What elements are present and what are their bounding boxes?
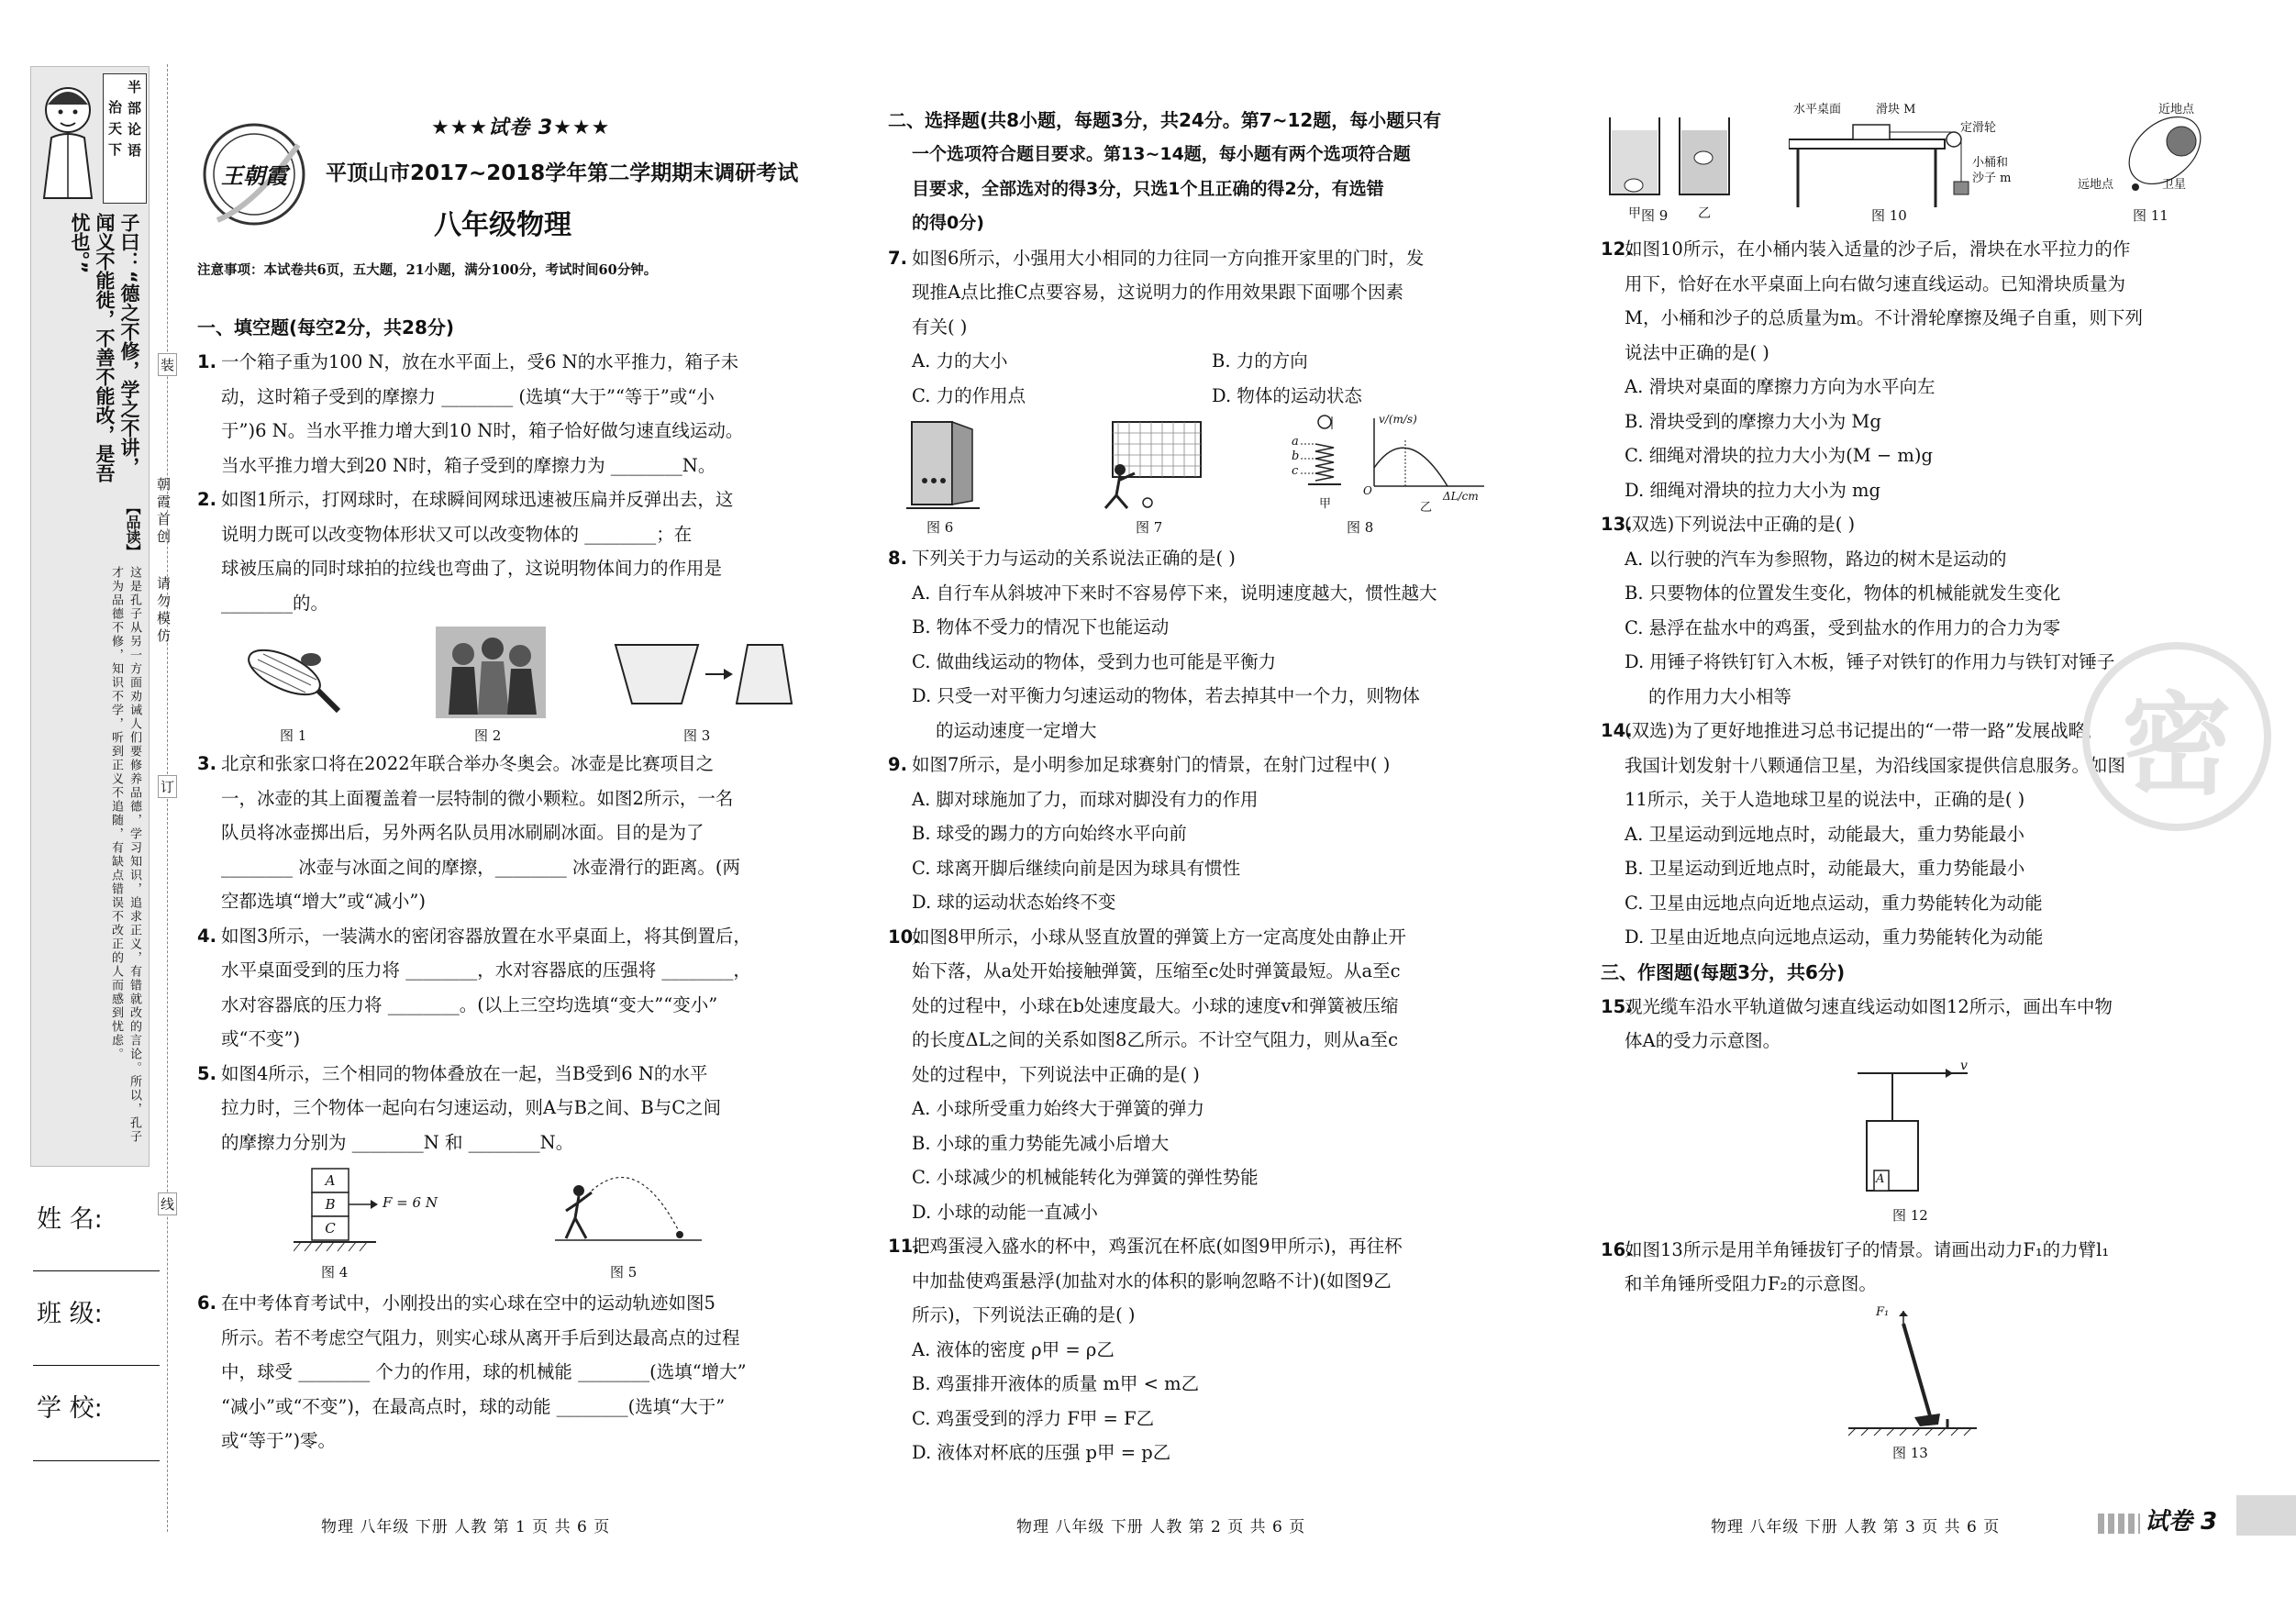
question-12-text: 如图10所示，在小桶内装入适量的沙子后，滑块在水平拉力的作	[1625, 238, 2131, 260]
brand-logo	[197, 117, 312, 232]
pindu-text: 这是孔子从另一方面劝诫人们要修养品德，学习知识，追求正义，有错就改的言论。所以，孔子才为品德不修，知识不学，听到正义不追随，有缺点错误不改正的人而感到忧虑。	[109, 566, 141, 1144]
question-8-option: 的运动速度一定增大	[936, 719, 1097, 741]
question-1-line: 动，这时箱子受到的摩擦力 ________ (选填“大于”“等于”或“小	[221, 385, 715, 407]
fig9-yi: 乙	[1698, 206, 1711, 221]
fig12-object-a: A	[1876, 1171, 1885, 1186]
page-3-questions	[1601, 232, 2261, 1467]
figure-7-caption: 图 7	[1136, 519, 1163, 536]
pindu-label: 【品读】	[124, 500, 141, 559]
cut-mark-3: 线	[158, 1192, 177, 1215]
fig4-block-labels	[312, 1169, 349, 1240]
copyright-1: 朝霞首创	[155, 477, 172, 547]
figure-3-caption: 图 3	[683, 727, 711, 744]
question-9-option[interactable]: C. 球离开脚后继续向前是因为球具有惯性	[912, 857, 1241, 879]
figure-13-hammer	[1848, 1311, 1986, 1439]
figure-7-soccer	[1094, 416, 1204, 513]
question-12-line: 说法中正确的是( )	[1625, 341, 1769, 363]
figure-3-container	[610, 636, 793, 718]
question-6	[197, 1286, 814, 1458]
question-10-line: 的长度ΔL之间的关系如图8乙所示。不计空气阻力，则从a至c	[912, 1029, 1398, 1050]
fig10-table: 水平桌面	[1793, 103, 1842, 116]
block-b-label: B	[325, 1196, 336, 1213]
question-2-line: 球被压扁的同时球拍的拉线也弯曲了，这说明物体间力的作用是	[221, 558, 723, 579]
question-7-option[interactable]: D. 物体的运动状态	[1212, 384, 1362, 406]
question-1-line: 于”)6 N。当水平推力增大到10 N时，箱子恰好做匀速直线运动。	[221, 420, 744, 441]
block-a-label: A	[325, 1172, 336, 1189]
question-12-line	[1601, 232, 2261, 267]
question-1-text: 一个箱子重为100 N，放在水平面上，受6 N的水平推力，箱子未	[221, 351, 739, 372]
question-14-option[interactable]: A. 卫星运动到远地点时，动能最大，重力势能最小	[1625, 823, 2024, 845]
question-10-option[interactable]: A. 小球所受重力始终大于弹簧的弹力	[912, 1098, 1204, 1119]
question-12-line: 用下，恰好在水平桌面上向右做匀速直线运动。已知滑块质量为	[1625, 272, 2126, 294]
figure-9-caption: 图 9	[1641, 207, 1669, 224]
question-9	[888, 748, 1512, 920]
question-2-line: 说明力既可以改变物体形状又可以改变物体的 ________；在	[221, 523, 693, 545]
page-2-footer: 物理 八年级 下册 人教 第 2 页 共 6 页	[1016, 1518, 1306, 1536]
question-10-line: 处的过程中，下列说法中正确的是( )	[912, 1063, 1200, 1085]
corner-dots	[2098, 1514, 2140, 1534]
figures-6-8	[888, 413, 1512, 541]
question-13-option[interactable]: A. 以行驶的汽车为参照物，路边的树木是运动的	[1625, 548, 2007, 570]
question-9-text: 如图7所示，是小明参加足球赛射门的情景，在射门过程中( )	[912, 754, 1391, 775]
question-1	[197, 345, 814, 482]
fig10-block: 滑块 M	[1876, 103, 1916, 116]
question-14-option[interactable]: B. 卫星运动到近地点时，动能最大，重力势能最小	[1625, 858, 2025, 879]
question-8-option[interactable]: B. 物体不受力的情况下也能运动	[912, 616, 1170, 638]
sage-quote: 子曰：“德之不修，学之不讲，闻义不能徙，不善不能改，是吾忧也。”	[69, 213, 140, 482]
figure-8-caption: 图 8	[1347, 519, 1374, 536]
question-3-text: 北京和张家口将在2022年联合举办冬奥会。冰壶是比赛项目之	[221, 753, 715, 774]
question-11-option[interactable]: B. 鸡蛋排开液体的质量 m甲 < m乙	[912, 1373, 1200, 1394]
school-field[interactable]	[33, 1460, 160, 1461]
question-9-option[interactable]: D. 球的运动状态始终不变	[912, 892, 1116, 913]
figure-5-caption: 图 5	[610, 1264, 638, 1281]
figure-1-caption: 图 1	[280, 727, 307, 744]
question-10-line: 始下落，从a处开始接触弹簧，压缩至c处时弹簧最短。从a至c	[912, 960, 1401, 981]
fig8-jia: 甲	[1319, 497, 1332, 511]
question-16-number: 16.	[1601, 1238, 1633, 1260]
secret-stamp	[2082, 642, 2271, 831]
figure-6-caption: 图 6	[926, 519, 954, 536]
question-14-line: 11所示，关于人造地球卫星的说法中，正确的是( )	[1625, 789, 2025, 810]
figure-11-caption: 图 11	[2133, 207, 2168, 224]
question-16-line	[1601, 1233, 2261, 1268]
pindu-box	[37, 500, 143, 1156]
question-10-line	[888, 920, 1512, 955]
figure-2-curling	[436, 627, 546, 718]
question-13-number: 13.	[1601, 514, 1633, 535]
question-3-line: ________ 冰壶与冰面之间的摩擦，________ 冰壶滑行的距离。(两	[221, 856, 741, 878]
question-5-line: 的摩擦力分别为 ________N 和 ________N。	[221, 1131, 574, 1153]
fig8-label-a: a	[1292, 435, 1299, 449]
figures-4-5	[197, 1159, 814, 1286]
section-2-intro-line: 二、选择题(共8小题，每题3分，共24分。第7~12题，每小题只有	[888, 109, 1442, 131]
question-6-line	[197, 1286, 814, 1321]
question-8-option[interactable]: C. 做曲线运动的物体，受到力也可能是平衡力	[912, 650, 1277, 672]
question-8	[888, 541, 1512, 748]
question-6-text: 在中考体育考试中，小刚投出的实心球在空中的运动轨迹如图5	[221, 1292, 715, 1314]
figure-2-caption: 图 2	[474, 727, 502, 744]
question-8-text: 下列关于力与运动的关系说法正确的是( )	[912, 548, 1236, 569]
section-2-intro-line: 目要求，全部选对的得3分，只选1个且正确的得2分，有选错	[912, 178, 1384, 199]
exam-notice: 注意事项：本试卷共6页，五大题，21小题，满分100分，考试时间60分钟。	[197, 262, 658, 278]
question-6-line: 中，球受 ________ 个力的作用，球的机械能 ________(选填“增大”	[221, 1361, 747, 1382]
question-5-line: 拉力时，三个物体一起向右匀速运动，则A与B之间、B与C之间	[221, 1097, 722, 1118]
question-2-line	[197, 482, 814, 517]
question-14-line: 我国计划发射十八颗通信卫星，为沿线国家提供信息服务。如图	[1625, 754, 2126, 776]
fig12-velocity: v	[1960, 1058, 1968, 1073]
question-2-line: ________的。	[221, 592, 329, 614]
section-2-intro	[888, 103, 1512, 241]
question-4-line: 水平桌面受到的压力将 ________，水对容器底的压强将 ________，	[221, 959, 751, 981]
question-4-line: 或“不变”)	[221, 1028, 301, 1049]
question-2-number: 2.	[197, 489, 216, 510]
question-11-line: 所示)，下列说法正确的是( )	[912, 1304, 1136, 1325]
fig11-apogee: 远地点	[2078, 178, 2114, 192]
figures-1-3	[234, 627, 803, 746]
question-6-line: “减小”或“不变”)，在最高点时，球的动能 ________(选填“大于”	[221, 1395, 726, 1417]
question-3-line	[197, 747, 814, 782]
figure-12-caption: 图 12	[1892, 1206, 1928, 1224]
question-13-option[interactable]: D. 用锤子将铁钉钉入木板，锤子对铁钉的作用力与铁钉对锤子	[1625, 651, 2115, 672]
question-4-text: 如图3所示，一装满水的密闭容器放置在水平桌面上，将其倒置后，	[221, 925, 751, 947]
question-11-option[interactable]: A. 液体的密度 ρ甲 = ρ乙	[912, 1338, 1115, 1360]
question-8-line	[888, 541, 1512, 576]
question-11-line	[888, 1229, 1512, 1264]
question-15-line	[1601, 990, 2261, 1025]
question-12-option[interactable]: A. 滑块对桌面的摩擦力方向为水平向左	[1625, 376, 1936, 397]
question-11-option[interactable]: D. 液体对杯底的压强 p甲 = p乙	[912, 1442, 1171, 1463]
question-3-line: 一，冰壶的其上面覆盖着一层特制的微小颗粒。如图2所示，一名	[221, 787, 734, 809]
fig8-xaxis: ΔL/cm	[1443, 490, 1479, 503]
school-label: 学 校:	[37, 1394, 103, 1423]
question-10-number: 10.	[888, 926, 920, 948]
question-5-number: 5.	[197, 1062, 216, 1084]
brand-logo-text: 王朝霞	[221, 162, 287, 189]
question-2-text: 如图1所示，打网球时，在球瞬间网球迅速被压扁并反弹出去，这	[221, 489, 734, 510]
question-12-option[interactable]: D. 细绳对滑块的拉力大小为 mg	[1625, 479, 1881, 501]
question-8-number: 8.	[888, 548, 907, 569]
question-11-option[interactable]: C. 鸡蛋受到的浮力 F甲 = F乙	[912, 1407, 1155, 1429]
secret-stamp-text: 密	[2122, 682, 2232, 810]
figure-6-door	[906, 416, 980, 513]
motto-line-2: 治天下	[106, 100, 123, 163]
question-16-line: 和羊角锤所受阻力F₂的示意图。	[1625, 1273, 1877, 1294]
question-4-line: 水对容器底的压力将 ________。(以上三空均选填“变大”“变小”	[221, 993, 718, 1015]
question-14-number: 14.	[1601, 720, 1633, 741]
question-5-text: 如图4所示，三个相同的物体叠放在一起，当B受到6 N的水平	[221, 1062, 708, 1084]
question-3	[197, 747, 814, 919]
question-12-number: 12.	[1601, 238, 1633, 260]
fig8-origin: O	[1363, 484, 1372, 497]
question-5	[197, 1057, 814, 1160]
question-7-options-row	[888, 344, 1512, 379]
question-13-text: (双选)下列说法中正确的是( )	[1625, 514, 1856, 535]
question-12-option[interactable]: B. 滑块受到的摩擦力大小为 Mg	[1625, 410, 1881, 432]
question-11-number: 11.	[888, 1236, 920, 1257]
question-6-line: 或“等于”)零。	[221, 1430, 337, 1451]
fig4-force-label: F = 6 N	[383, 1194, 438, 1211]
question-12-line: M，小桶和沙子的总质量为m。不计滑轮摩擦及绳子自重，则下列	[1625, 307, 2143, 328]
corner-bar	[2236, 1495, 2296, 1536]
question-7-options-row	[888, 379, 1512, 414]
question-2	[197, 482, 814, 620]
question-10-option[interactable]: C. 小球减少的机械能转化为弹簧的弹性势能	[912, 1167, 1259, 1188]
question-6-number: 6.	[197, 1292, 216, 1314]
figure-13-caption: 图 13	[1892, 1444, 1928, 1461]
section-1-title: 一、填空题(每空2分，共28分)	[197, 316, 455, 338]
motto-box	[103, 73, 147, 204]
question-4-number: 4.	[197, 925, 216, 947]
question-9-option[interactable]: B. 球受的踢力的方向始终水平向前	[912, 823, 1187, 844]
question-3-number: 3.	[197, 753, 216, 774]
question-16	[1601, 1233, 2261, 1302]
cut-line	[167, 64, 168, 1532]
sidebar	[0, 0, 183, 1597]
figure-4-caption: 图 4	[321, 1264, 349, 1281]
fig11-perigee: 近地点	[2158, 103, 2195, 116]
question-15-text: 观光缆车沿水平轨道做匀速直线运动如图12所示，画出车中物	[1625, 995, 2113, 1017]
question-13-option: 的作用力大小相等	[1648, 685, 1792, 707]
question-7-number: 7.	[888, 247, 907, 269]
question-7-text: 如图6所示，小强用大小相同的力往同一方向推开家里的门时，发	[912, 247, 1425, 269]
question-9-number: 9.	[888, 754, 907, 775]
question-15-line: 体A的受力示意图。	[1625, 1030, 1781, 1051]
question-5-line	[197, 1057, 814, 1092]
corner-tag: 试卷 3	[2145, 1508, 2218, 1536]
question-12-option[interactable]: C. 细绳对滑块的拉力大小为(M − m)g	[1625, 445, 1934, 466]
fig8-vaxis: v/(m/s)	[1379, 413, 1417, 426]
section-2-intro-line: 的得0分)	[912, 213, 984, 233]
question-7-line	[888, 241, 1512, 276]
section-2-intro-line: 一个选项符合题目要求。第13~14题，每小题有两个选项符合题	[912, 144, 1411, 164]
figures-9-11	[1601, 99, 2261, 227]
question-7-option[interactable]: B. 力的方向	[1212, 350, 1308, 372]
fig11-satellite: 卫星	[2162, 178, 2187, 192]
fig8-label-c: c	[1292, 464, 1299, 478]
question-1-line: 当水平推力增大到20 N时，箱子受到的摩擦力为 ________N。	[221, 454, 716, 476]
question-14-option[interactable]: D. 卫星由近地点向远地点运动，重力势能转化为动能	[1625, 926, 2044, 948]
question-13-line	[1601, 507, 2261, 542]
section-3-title: 三、作图题(每题3分，共6分)	[1601, 960, 1846, 983]
cut-mark-2: 订	[158, 775, 177, 798]
question-1-number: 1.	[197, 351, 216, 372]
question-15	[1601, 990, 2261, 1059]
name-field[interactable]	[33, 1270, 160, 1271]
copyright-2: 请勿模仿	[155, 576, 172, 646]
figure-13-area	[1601, 1302, 2261, 1467]
question-12	[1601, 232, 2261, 507]
fig8-yi: 乙	[1420, 501, 1433, 515]
question-3-line: 空都选填“增大”或“减小”)	[221, 891, 426, 912]
question-7	[888, 241, 1512, 414]
fig10-bucket: 小桶和	[1972, 156, 2009, 170]
question-7-line: 有关( )	[912, 316, 968, 338]
question-10-option[interactable]: D. 小球的动能一直减小	[912, 1201, 1098, 1223]
question-10-line: 处的过程中，小球在b处速度最大。小球的速度v和弹簧被压缩	[912, 994, 1399, 1016]
fig13-force: F₁	[1876, 1304, 1890, 1319]
question-8-option[interactable]: D. 只受一对平衡力匀速运动的物体，若去掉其中一个力，则物体	[912, 685, 1420, 706]
fig8-label-b: b	[1292, 449, 1300, 463]
question-11-text: 把鸡蛋浸入盛水的杯中，鸡蛋沉在杯底(如图9甲所示)，再往杯	[912, 1236, 1403, 1257]
question-15-number: 15.	[1601, 995, 1633, 1017]
question-4-line	[197, 919, 814, 954]
question-3-line: 队员将冰壶掷出后，另外两名队员用冰刷刷冰面。目的是为了	[221, 822, 704, 843]
fig10-pulley: 定滑轮	[1960, 121, 1997, 135]
block-c-label: C	[325, 1220, 336, 1237]
section-1	[197, 310, 814, 1458]
sage-portrait	[35, 73, 101, 202]
question-14-text: (双选)为了更好地推进习总书记提出的“一带一路”发展战略，	[1625, 720, 2104, 741]
section-2	[888, 103, 1512, 1470]
figure-5-throw	[555, 1159, 702, 1251]
page-1-footer: 物理 八年级 下册 人教 第 1 页 共 6 页	[321, 1518, 611, 1536]
cut-mark-1: 装	[158, 353, 177, 376]
exam-title: 平顶山市2017~2018学年第二学期期末调研考试	[326, 161, 799, 185]
name-label: 姓 名:	[37, 1205, 103, 1234]
figure-11-orbit	[2101, 110, 2211, 202]
question-8-option[interactable]: A. 自行车从斜坡冲下来时不容易停下来，说明速度越大，惯性越大	[912, 582, 1437, 604]
class-field[interactable]	[33, 1365, 160, 1366]
fig10-sand: 沙子 m	[1972, 172, 2012, 185]
question-7-option[interactable]: A. 力的大小	[912, 350, 1008, 372]
question-11-line: 中加盐使鸡蛋悬浮(加盐对水的体积的影响忽略不计)(如图9乙	[912, 1270, 1392, 1292]
question-13-option[interactable]: B. 只要物体的位置发生变化，物体的机械能就发生变化	[1625, 582, 2061, 604]
question-10-text: 如图8甲所示，小球从竖直放置的弹簧上方一定高度处由静止开	[912, 926, 1406, 948]
question-9-option[interactable]: A. 脚对球施加了力，而球对脚没有力的作用	[912, 788, 1259, 810]
figure-10-caption: 图 10	[1871, 207, 1907, 224]
paper-number: ★★★试卷 3★★★	[431, 116, 611, 139]
figure-12-area	[1601, 1059, 2261, 1233]
question-11	[888, 1229, 1512, 1470]
question-13-option[interactable]: C. 悬浮在盐水中的鸡蛋，受到盐水的作用力的合力为零	[1625, 616, 2061, 638]
question-14-option[interactable]: C. 卫星由远地点向近地点运动，重力势能转化为动能	[1625, 892, 2043, 914]
question-7-line: 现推A点比推C点要容易，这说明力的作用效果跟下面哪个因素	[912, 282, 1404, 303]
motto-line-1: 半部论语	[126, 80, 142, 164]
question-7-option[interactable]: C. 力的作用点	[912, 384, 1026, 406]
subject-title: 八年级物理	[434, 209, 571, 241]
question-10	[888, 920, 1512, 1230]
question-16-text: 如图13所示是用羊角锤拔钉子的情景。请画出动力F₁的力臂l₁	[1625, 1238, 2110, 1260]
question-1-line	[197, 345, 814, 380]
question-10-option[interactable]: B. 小球的重力势能先减小后增大	[912, 1132, 1170, 1154]
figure-9-cups	[1601, 117, 1738, 200]
figure-1-tennis	[243, 627, 344, 718]
page-3-footer: 物理 八年级 下册 人教 第 3 页 共 6 页	[1711, 1518, 2001, 1536]
class-label: 班 级:	[37, 1300, 103, 1328]
question-9-line	[888, 748, 1512, 782]
question-4	[197, 919, 814, 1057]
question-6-line: 所示。若不考虑空气阻力，则实心球从离开手后到达最高点的过程	[221, 1326, 740, 1348]
fig9-jia: 甲	[1628, 206, 1641, 221]
